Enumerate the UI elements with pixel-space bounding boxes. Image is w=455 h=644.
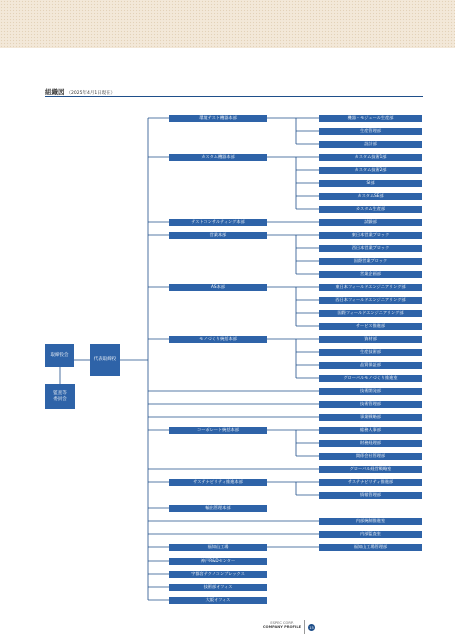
- department-box: グローバル経営戦略室: [319, 466, 422, 473]
- department-box: 東日本フィールドエンジニアリング部: [319, 284, 422, 291]
- division-box: AS本部: [169, 284, 267, 291]
- department-box: サステナビリティ推進部: [319, 479, 422, 486]
- department-box: 総務人事部: [319, 427, 422, 434]
- department-box: 国際営業ブロック: [319, 258, 422, 265]
- division-box: テストコンサルティング本部: [169, 219, 267, 226]
- footer-company: [262, 621, 302, 630]
- division-box: 宇都宮テクノコンプレックス: [169, 571, 267, 578]
- department-box: 機器・モジュール生産部: [319, 115, 422, 122]
- department-box: 関係会社管理部: [319, 453, 422, 460]
- department-box: 品質保証部: [319, 362, 422, 369]
- department-box: SI部: [319, 180, 422, 187]
- division-box: コーポレート統括本部: [169, 427, 267, 434]
- department-box: グローバルモノづくり推進室: [319, 375, 422, 382]
- department-box: カスタム技術2部: [319, 167, 422, 174]
- department-box: カスタム生産部: [319, 206, 422, 213]
- department-box: 設計部: [319, 141, 422, 148]
- division-box: 営業本部: [169, 232, 267, 239]
- department-box: 生産技術部: [319, 349, 422, 356]
- representative-director-box: 代表取締役: [90, 344, 120, 376]
- department-box: 西日本営業ブロック: [319, 245, 422, 252]
- department-box: 事業戦略部: [319, 414, 422, 421]
- title-main: 組織図: [45, 88, 65, 96]
- division-box: 大阪オフィス: [169, 597, 267, 604]
- division-box: モノづくり統括本部: [169, 336, 267, 343]
- division-box: 技術部オフィス: [169, 584, 267, 591]
- department-box: 財務経理部: [319, 440, 422, 447]
- department-box: 福知山工場管理部: [319, 544, 422, 551]
- department-box: 国際フィールドエンジニアリング部: [319, 310, 422, 317]
- department-box: 内部監査室: [319, 531, 422, 538]
- division-box: 神戸R&Dセンター: [169, 558, 267, 565]
- audit-committee-box: 監査等 委員会: [45, 384, 75, 409]
- footer-divider: [304, 620, 305, 634]
- page-number: 15: [309, 625, 314, 630]
- department-box: 情報管理部: [319, 492, 422, 499]
- department-box: カスタム技術1部: [319, 154, 422, 161]
- division-box: カスタム機器本部: [169, 154, 267, 161]
- division-box: 環境テスト機器本部: [169, 115, 267, 122]
- department-box: 生産管理部: [319, 128, 422, 135]
- department-box: 試験部: [319, 219, 422, 226]
- division-box: 輸出管理本部: [169, 505, 267, 512]
- division-box: サステナビリティ推進本部: [169, 479, 267, 486]
- board-of-directors-box: 取締役会: [45, 344, 74, 367]
- department-box: カスタムSE部: [319, 193, 422, 200]
- department-box: 技術管理部: [319, 401, 422, 408]
- department-box: 営業企画部: [319, 271, 422, 278]
- title-sub: （2025年4月1日現在）: [66, 91, 116, 96]
- division-box: 福知山工場: [169, 544, 267, 551]
- department-box: 東日本営業ブロック: [319, 232, 422, 239]
- company-profile-label: COMPANY PROFILE: [262, 625, 302, 630]
- department-box: 技術開発部: [319, 388, 422, 395]
- department-box: サービス推進部: [319, 323, 422, 330]
- company-name: ESPEC CORP.: [270, 621, 294, 625]
- department-box: 西日本フィールドエンジニアリング部: [319, 297, 422, 304]
- department-box: 資材部: [319, 336, 422, 343]
- department-box: 内部統制推進室: [319, 518, 422, 525]
